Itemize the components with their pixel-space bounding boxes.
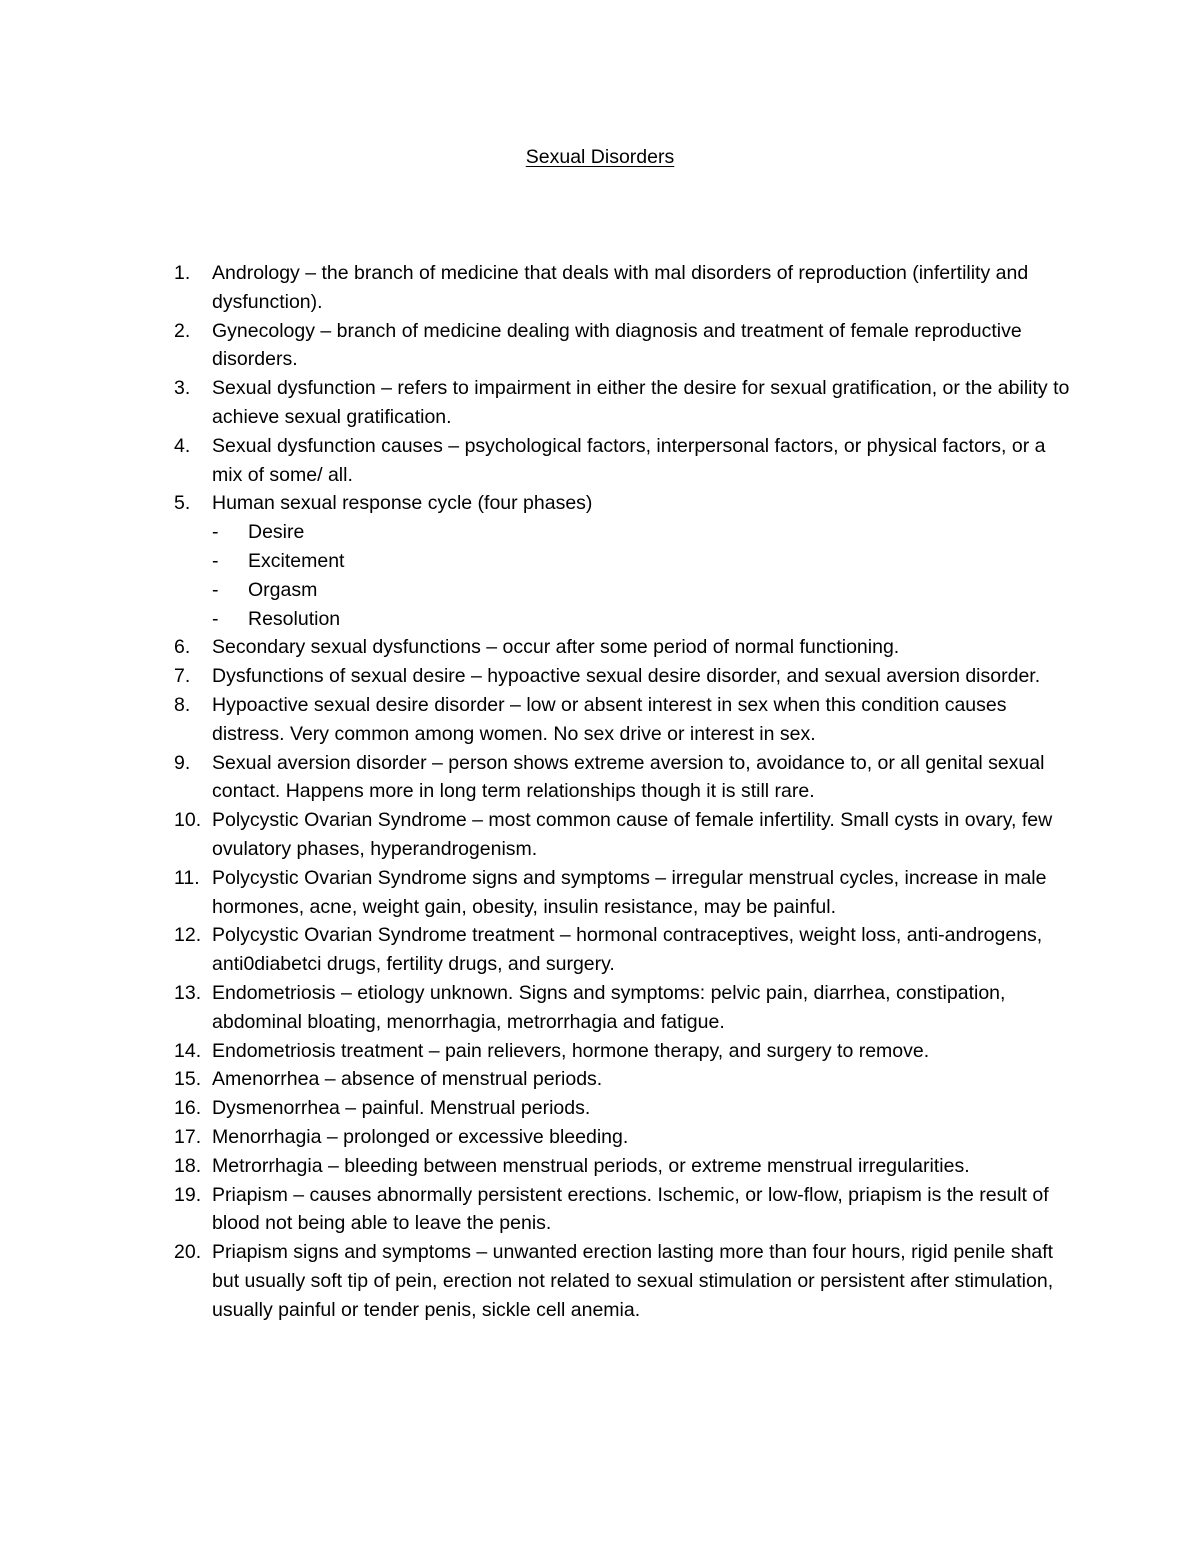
list-item <box>174 374 1074 432</box>
list-item <box>174 633 1074 662</box>
list-item <box>174 1181 1074 1239</box>
phase-item <box>212 518 1074 547</box>
item-text: Hypoactive sexual desire disorder – low or absent interest in sex when this condition causes distress. Very common among women. No sex drive or interest in sex. <box>212 693 1007 745</box>
item-text: Human sexual response cycle (four phases) <box>212 492 593 515</box>
dash-bullet: - <box>212 549 219 572</box>
item-number: 2. <box>174 319 191 342</box>
item-text: Priapism – causes abnormally persistent erections. Ischemic, or low-flow, priapism is the result of blood not being able to leave the penis. <box>212 1183 1049 1235</box>
list-item <box>174 317 1074 375</box>
list-item <box>174 489 1074 633</box>
phase-list <box>212 518 1074 633</box>
item-text: Priapism signs and symptoms – unwanted erection lasting more than four hours, rigid penile shaft but usually soft tip of pein, erection not related to sexual stimulation or persistent after stimulation, usually painful or tender penis, sickle cell anemia. <box>212 1241 1054 1321</box>
item-number: 8. <box>174 693 191 716</box>
item-number: 14. <box>174 1039 202 1062</box>
item-text: Dysfunctions of sexual desire – hypoactive sexual desire disorder, and sexual aversion disorder. <box>212 665 1041 688</box>
dash-bullet: - <box>212 578 219 601</box>
item-number: 6. <box>174 636 191 659</box>
item-number: 17. <box>174 1125 202 1148</box>
item-text: Endometriosis treatment – pain relievers, hormone therapy, and surgery to remove. <box>212 1039 930 1062</box>
item-number: 15. <box>174 1068 202 1091</box>
item-text: Polycystic Ovarian Syndrome treatment – hormonal contraceptives, weight loss, anti-androgens, anti0diabetci drugs, fertility drugs, and surgery. <box>212 924 1043 976</box>
list-item <box>174 806 1074 864</box>
item-text: Polycystic Ovarian Syndrome signs and symptoms – irregular menstrual cycles, increase in male hormones, acne, weight gain, obesity, insulin resistance, may be painful. <box>212 866 1047 918</box>
item-text: Sexual aversion disorder – person shows extreme aversion to, avoidance to, or all genital sexual contact. Happens more in long term relationships though it is still rare. <box>212 751 1045 803</box>
list-item <box>174 979 1074 1037</box>
phase-item <box>212 576 1074 605</box>
dash-bullet: - <box>212 607 219 630</box>
item-number: 12. <box>174 924 202 947</box>
dash-bullet: - <box>212 521 219 544</box>
item-number: 16. <box>174 1097 202 1120</box>
numbered-list <box>174 259 1074 1324</box>
list-item <box>174 1152 1074 1181</box>
item-text: Amenorrhea – absence of menstrual periods. <box>212 1068 603 1091</box>
item-number: 3. <box>174 377 191 400</box>
item-text: Secondary sexual dysfunctions – occur after some period of normal functioning. <box>212 636 900 659</box>
list-item <box>174 921 1074 979</box>
phase-label: Desire <box>248 521 305 544</box>
list-item <box>174 1037 1074 1066</box>
list-item <box>174 1065 1074 1094</box>
item-number: 7. <box>174 665 191 688</box>
item-text: Andrology – the branch of medicine that deals with mal disorders of reproduction (infertility and dysfunction). <box>212 262 1029 313</box>
item-number: 1. <box>174 262 191 284</box>
item-number: 10. <box>174 809 202 832</box>
list-item <box>174 432 1074 490</box>
item-text: Metrorrhagia – bleeding between menstrual periods, or extreme menstrual irregularities. <box>212 1154 970 1177</box>
item-number: 5. <box>174 492 191 515</box>
item-number: 4. <box>174 434 191 457</box>
item-number: 9. <box>174 751 191 774</box>
item-number: 20. <box>174 1241 202 1264</box>
phase-item <box>212 547 1074 576</box>
item-text: Gynecology – branch of medicine dealing with diagnosis and treatment of female reproductive disorders. <box>212 319 1022 371</box>
list-item <box>174 749 1074 807</box>
item-text: Endometriosis – etiology unknown. Signs and symptoms: pelvic pain, diarrhea, constipation, abdominal bloating, menorrhagia, metrorrhagia and fatigue. <box>212 981 1006 1033</box>
item-text: Polycystic Ovarian Syndrome – most common cause of female infertility. Small cysts in ovary, few ovulatory phases, hyperandrogenism. <box>212 809 1053 860</box>
item-number: 19. <box>174 1183 202 1206</box>
item-text: Sexual dysfunction – refers to impairment in either the desire for sexual gratification, or the ability to achieve sexual gratification. <box>212 377 1070 428</box>
item-text: Sexual dysfunction causes – psychological factors, interpersonal factors, or physical factors, or a mix of some/ all. <box>212 434 1046 486</box>
list-item <box>174 662 1074 691</box>
item-number: 18. <box>174 1154 202 1177</box>
page-title: Sexual Disorders <box>525 146 675 168</box>
phase-label: Resolution <box>248 607 341 630</box>
item-text: Dysmenorrhea – painful. Menstrual periods. <box>212 1097 591 1120</box>
item-text: Menorrhagia – prolonged or excessive bleeding. <box>212 1125 629 1148</box>
phase-label: Excitement <box>248 549 345 572</box>
phase-item <box>212 605 1074 634</box>
list-item <box>174 1094 1074 1123</box>
item-number: 11. <box>174 866 200 889</box>
list-item <box>174 1238 1074 1324</box>
phase-label: Orgasm <box>248 578 318 601</box>
list-item <box>174 691 1074 749</box>
list-item <box>174 1123 1074 1152</box>
list-item <box>174 259 1074 317</box>
item-number: 13. <box>174 981 202 1004</box>
list-item <box>174 864 1074 922</box>
